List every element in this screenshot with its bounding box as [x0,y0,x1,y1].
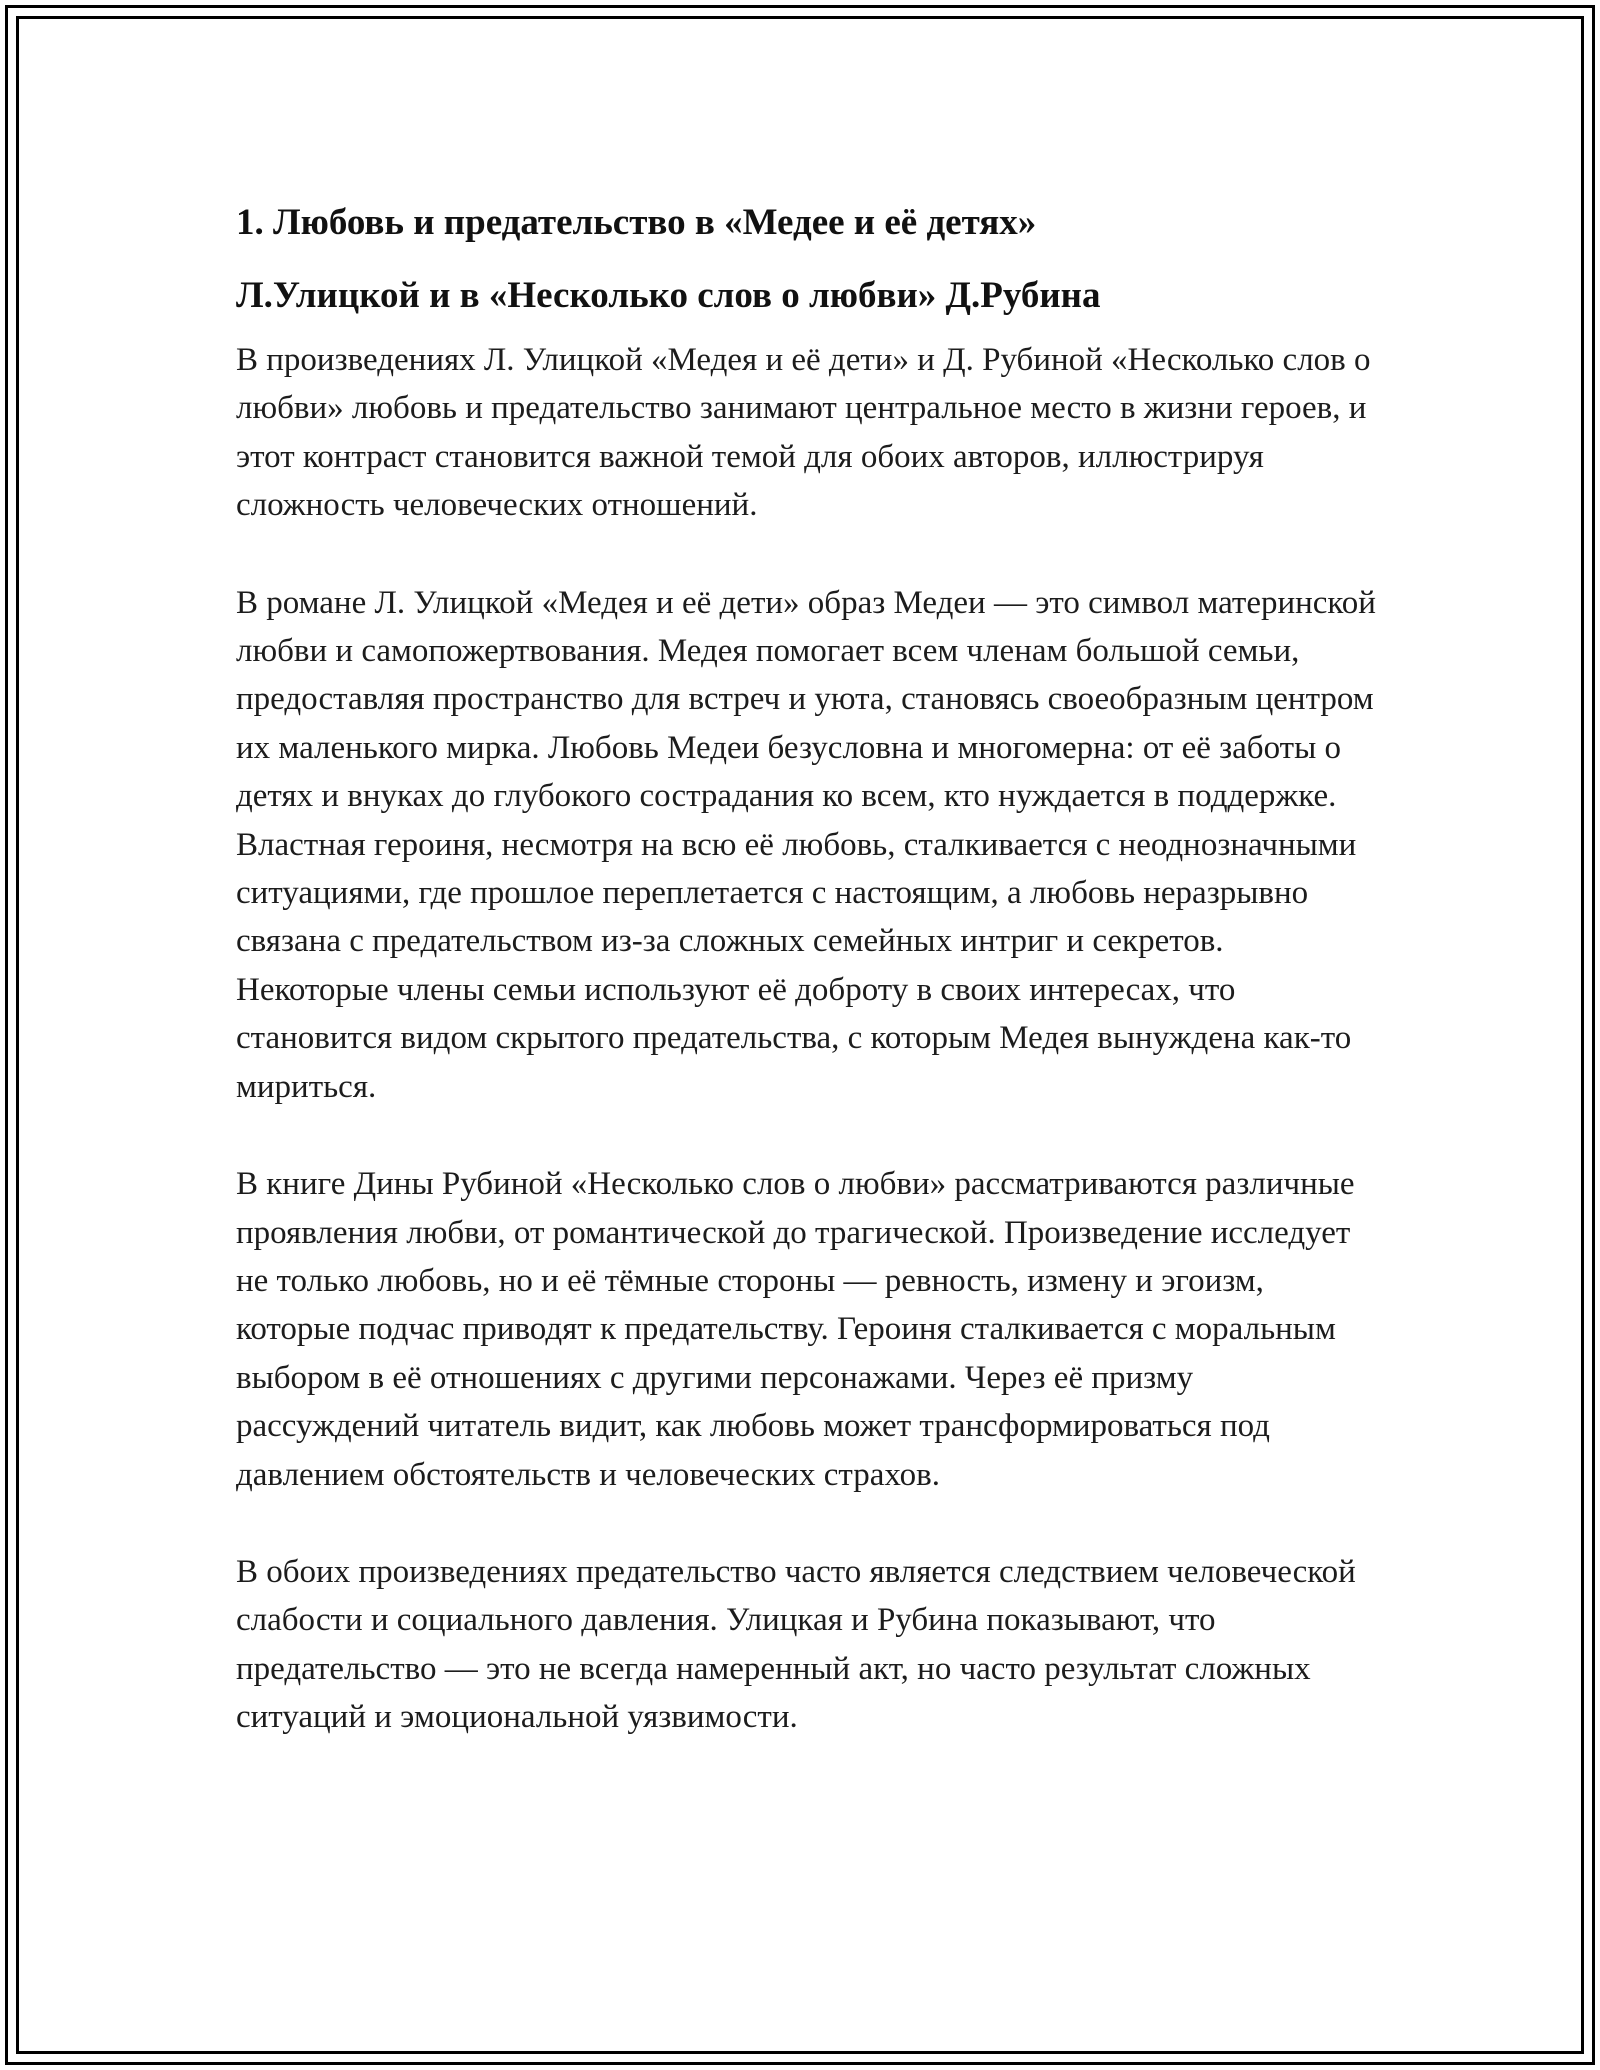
paragraph-ulitskaya: В романе Л. Улицкой «Медея и её дети» образ Медеи — это символ материнской любви и самопожертвования. Медея помогает всем членам большой семьи, предоставляя пространство для встреч и уюта, становясь своеобразным центром их маленького мирка. Любовь Медеи безусловна и многомерна: от её заботы о детях и внуках до глубокого сострадания ко всем, кто нуждается в поддержке. Властная героиня, несмотря на всю её любовь, сталкивается с неоднозначными ситуациями, где прошлое переплетается с настоящим, а любовь неразрывно связана с предательством из-за сложных семейных интриг и секретов. Некоторые члены семьи используют её доброту в своих интересах, что становится видом скрытого предательства, с которым Медея вынуждена как-то мириться. [236,584,1376,1105]
paragraph-intro: В произведениях Л. Улицкой «Медея и её дети» и Д. Рубиной «Несколько слов о любви» любовь и предательство занимают центральное место в жизни героев, и этот контраст становится важной темой для обоих авторов, иллюстрируя сложность человеческих отношений. [236,342,1371,524]
document-title: 1. Любовь и предательство в «Медее и её детях» Л.Улицкой и в «Несколько слов о любви» Д.Рубина [236,202,1101,316]
document-body [236,186,1376,1742]
paragraph-conclusion: В обоих произведениях предательство часто является следствием человеческой слабости и социального давления. Улицкая и Рубина показывают, что предательство — это не всегда намеренный акт, но часто результат сложных ситуаций и эмоциональной уязвимости. [236,1553,1356,1736]
paragraph-rubina: В книге Дины Рубиной «Несколько слов о любви» рассматриваются различные проявления любви, от романтической до трагической. Произведение исследует не только любовь, но и её тёмные стороны — ревность, измену и эгоизм, которые подчас приводят к предательству. Героиня сталкивается с моральным выбором в её отношениях с другими персонажами. Через её призму рассуждений читатель видит, как любовь может трансформироваться под давлением обстоятельств и человеческих страхов. [236,1166,1355,1493]
